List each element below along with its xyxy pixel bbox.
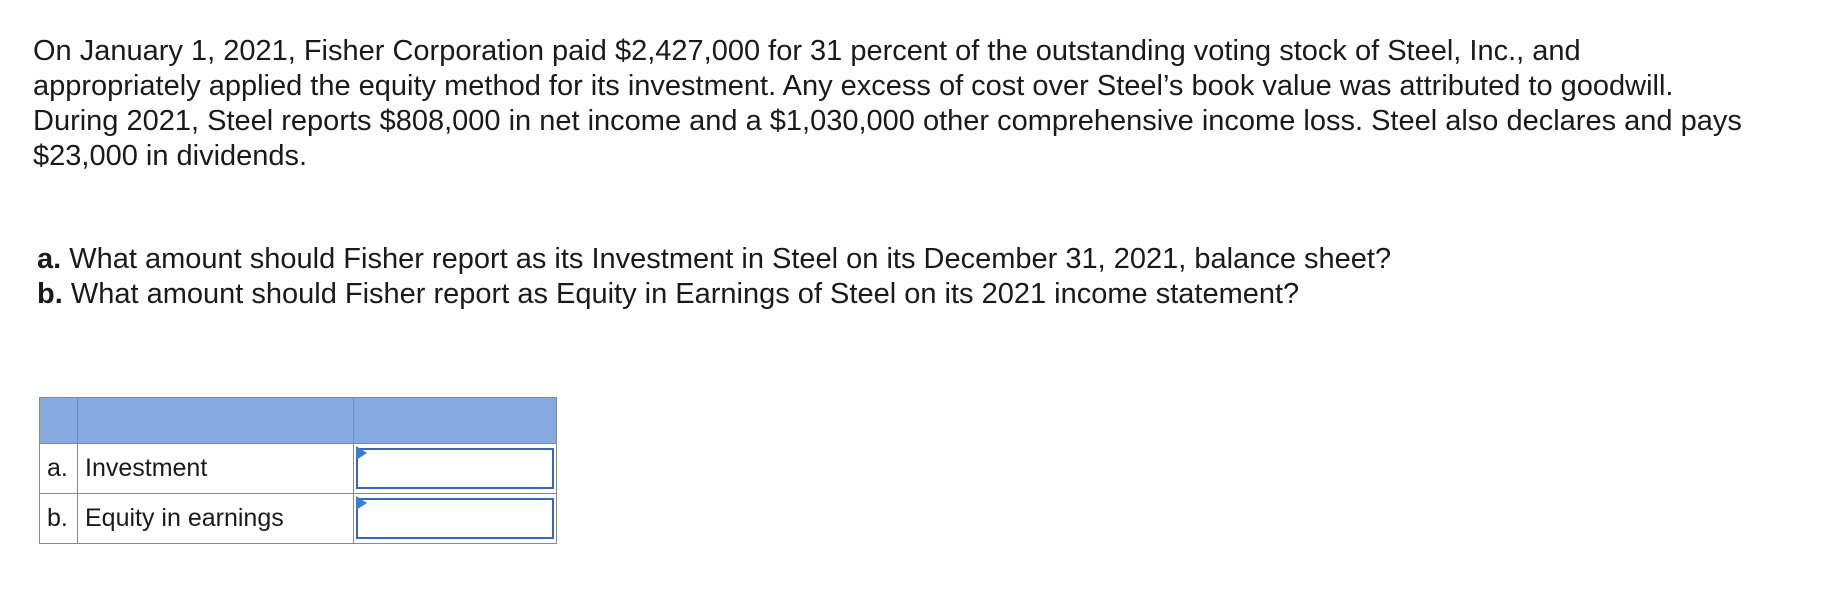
question-letter: a.	[37, 243, 62, 275]
row-label: Equity in earnings	[78, 494, 354, 544]
answer-cell	[354, 444, 557, 494]
table-header-row	[40, 398, 557, 444]
question-letter: b.	[37, 278, 63, 310]
header-cell-input	[354, 398, 557, 444]
question-b	[37, 277, 1757, 312]
answer-cell	[354, 494, 557, 544]
answer-table	[39, 397, 557, 544]
question-text: What amount should Fisher report as Equity in Earnings of Steel on its 2021 income statement?	[70, 278, 1300, 310]
problem-statement: On January 1, 2021, Fisher Corporation paid $2,427,000 for 31 percent of the outstanding voting stock of Steel, Inc., and appropriately applied the equity method for its investment. Any excess of cost over Steel’s book value was attributed to goodwill. During 2021, Steel reports $808,000 in net income and a $1,030,000 other comprehensive income loss. Steel also declares and pays $23,000 in dividends.	[33, 35, 1742, 172]
question-a	[37, 242, 1757, 277]
row-letter: a.	[40, 444, 78, 494]
flag-icon	[356, 446, 367, 460]
equity-earnings-answer-input[interactable]	[356, 498, 554, 539]
flag-icon	[356, 496, 367, 510]
table-row	[40, 444, 557, 494]
header-cell-label	[78, 398, 354, 444]
investment-answer-input[interactable]	[356, 448, 554, 489]
questions-list	[37, 242, 1757, 312]
row-label: Investment	[78, 444, 354, 494]
question-text: What amount should Fisher report as its Investment in Steel on its December 31, 2021, balance sheet?	[69, 243, 1392, 275]
table-row	[40, 494, 557, 544]
row-letter: b.	[40, 494, 78, 544]
header-cell-letter	[40, 398, 78, 444]
